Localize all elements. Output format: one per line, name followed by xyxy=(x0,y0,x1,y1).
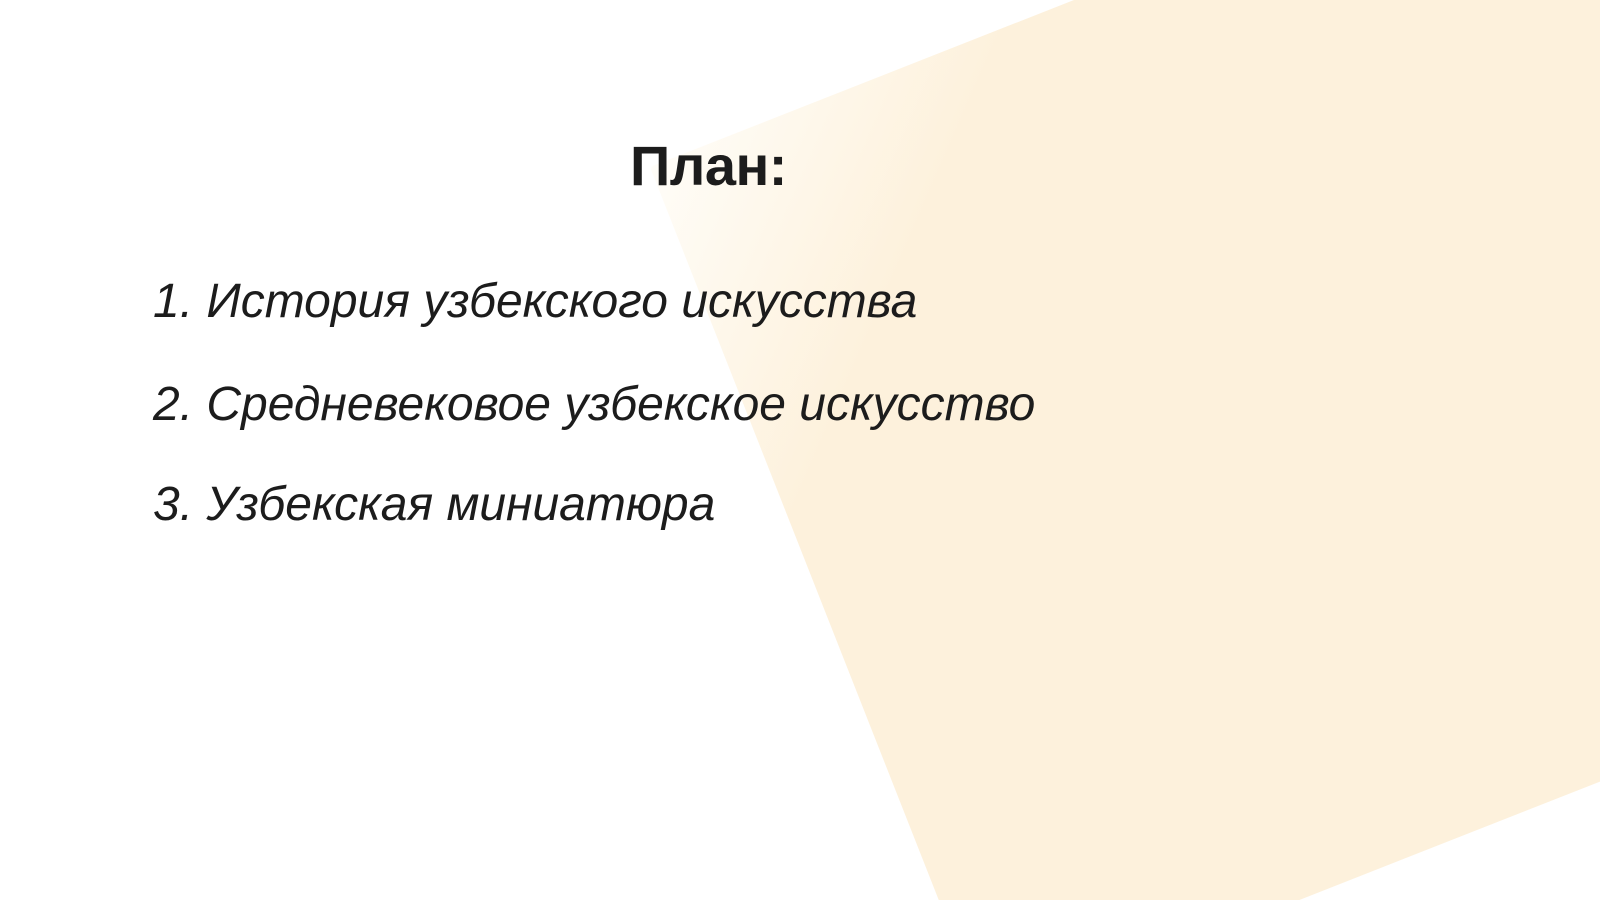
plan-item-2: 2. Средневековое узбекское искусство xyxy=(153,378,1036,431)
plan-item-3: 3. Узбекская миниатюра xyxy=(153,478,716,531)
slide-title: План: xyxy=(630,134,787,197)
plan-item-1: 1. История узбекского искусства xyxy=(153,275,918,328)
paper-sheet-decoration xyxy=(650,0,1600,900)
